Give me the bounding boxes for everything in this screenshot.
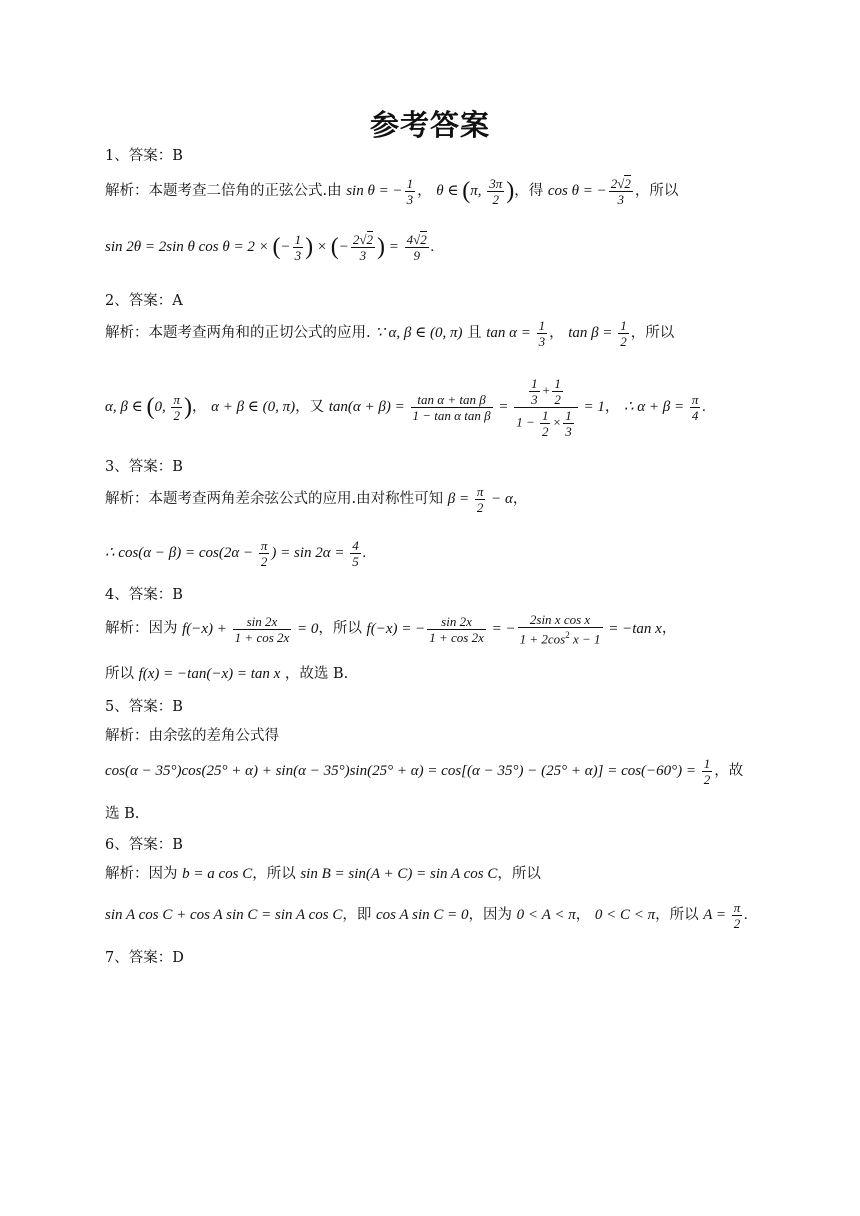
explanation-5-line-2: cos(α − 35°)cos(25° + α) + sin(α − 35°)sin(25° + α) = cos[(α − 35°) − (25° + α)] = cos(−60°) = $\frac{1}{2}$ ，故 [105,756,744,787]
page-title: 参考答案 [369,108,490,142]
explanation-2-line-1: 解析：本题考查两角和的正切公式的应用. ∵ α, β ∈ (0, π) 且 tan α = $\frac{1}{3}$ ， tan β = $\frac{1}{2}$ ，所以 [105,318,675,349]
answer-4: 4、答案：B [105,587,183,603]
explanation-1-line-2: sin 2θ = 2sin θ cos θ = 2 × (− $\frac{1}{3}$ ) × (− $\frac{2√2}{3}$ ) = $\frac{4√2}{9}$ . [105,232,435,263]
explanation-5-line-1: 解析：由余弦的差角公式得 [105,728,279,744]
explanation-3-line-2: ∴ cos(α − β) = cos(2α − $\frac{\pi}{2}$ ) = sin 2α = $\frac{4}{5}$ . [105,538,367,569]
answer-2: 2、答案：A [105,293,183,309]
explanation-4-line-2: 所以 f(x) = −tan(−x) = tan x ，故选 B. [105,666,349,682]
answer-3: 3、答案：B [105,459,183,475]
explanation-1-line-1: 解析：本题考查二倍角的正弦公式.由 sin θ = − $\frac{1}{3}$ ， θ ∈ (π, $\frac{3\pi}{2}$ )，得 cos θ = − $\frac{2√2}{3}$ ，所以 [105,176,679,207]
answer-7: 7、答案：D [105,950,184,966]
explanation-3-line-1: 解析：本题考查两角差余弦公式的应用.由对称性可知 β = $\frac{\pi}{2}$ − α， [105,484,528,515]
answer-1: 1、答案：B [105,148,183,164]
explanation-6-line-2: sin A cos C + cos A sin C = sin A cos C，即 cos A sin C = 0，因为 0 < A < π， 0 < C < π，所以 A = $\frac{\pi}{2}$ . [105,900,749,931]
explanation-6-line-1: 解析：因为 b = a cos C，所以 sin B = sin(A + C) = sin A cos C，所以 [105,866,541,882]
explanation-2-line-2: α, β ∈ (0, $\frac{\pi}{2}$ )， α + β ∈ (0, π)，又 tan(α + β) = $\frac{\text{tan α + tan β}}{\text{1 − tan α tan β}}$ = $\frac{1}{3}$ + $\frac{1}{2}$ 1 − $\frac{1}{2}$ × $\frac{1}{3}$ = 1， ∴ α + β = $\frac{\pi}{4}$ . [105,376,707,439]
explanation-5-line-3: 选 B. [105,806,140,822]
answer-6: 6、答案：B [105,837,183,853]
answer-5: 5、答案：B [105,699,183,715]
explanation-4-line-1: 解析：因为 f(−x) + $\frac{\sin 2x}{1 + \cos 2x}$ = 0，所以 f(−x) = − $\frac{\sin 2x}{1 + \cos 2x}$ = − $\frac{\text{2sin x cos x}}{1 + 2\cos^2 x - 1}$ = −tan x， [105,612,677,647]
